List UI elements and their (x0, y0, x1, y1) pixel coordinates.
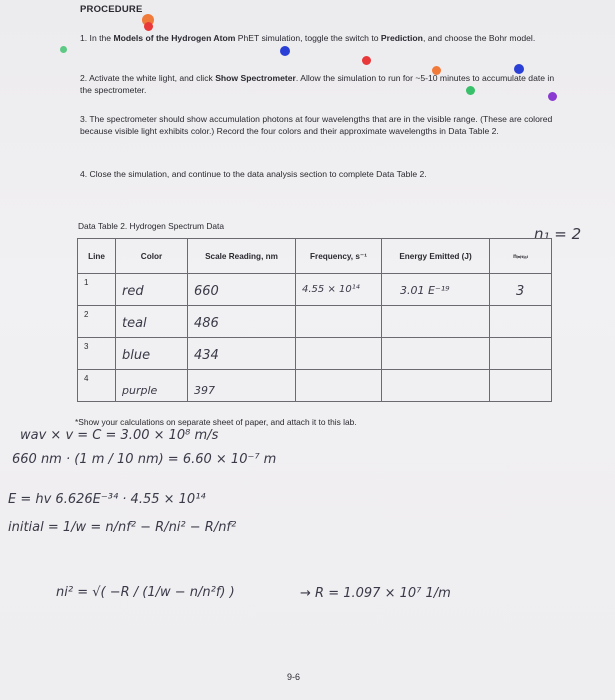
handwritten-line-5: initial = 1/w = n/nf² − R/ni² − R/nf² (8, 520, 237, 535)
handwritten-line-7: ni² = √( −R / (1/w − n/n²f) ) (56, 585, 235, 600)
reflection-dot-green-2 (60, 46, 67, 53)
scale-value: 486 (194, 316, 219, 331)
color-value: teal (122, 316, 147, 331)
procedure-heading: PROCEDURE (80, 4, 143, 15)
table-row (78, 370, 552, 402)
handwritten-line-1: wav × v = C = 3.00 × 10⁸ m/s (20, 428, 219, 443)
header-ninitial: nᵢₙᵢₜᵢₐₗ (490, 239, 552, 274)
nf-annotation: n₁ = 2 (534, 225, 582, 243)
step-2: 2. Activate the white light, and click Show Spectrometer. Allow the simulation to run for ~5-10 minutes to accumulate date in the spectrometer. (80, 73, 555, 95)
step-1: 1. In the Models of the Hydrogen Atom PhET simulation, toggle the switch to Prediction, and choose the Bohr model. (80, 33, 536, 43)
step-3: 3. The spectrometer should show accumulation photons at four wavelengths that are in the visible range. (These are colored because visible light exhibits color.) Record the four colors and their approximate wavelengths in Data Table 2. (80, 114, 553, 136)
color-value: red (122, 284, 144, 299)
frequency-value: 4.55 × 10¹⁴ (302, 284, 360, 295)
header-energy: Energy Emitted (J) (382, 239, 490, 274)
table-footnote: *Show your calculations on separate sheet of paper, and attach it to this lab. (75, 417, 357, 427)
color-value: blue (122, 348, 151, 363)
hydrogen-spectrum-table (77, 238, 552, 402)
header-frequency: Frequency, s⁻¹ (296, 239, 382, 274)
color-value: purple (122, 384, 158, 397)
header-scale: Scale Reading, nm (188, 239, 296, 274)
scale-value: 660 (194, 284, 219, 299)
line-number: 2 (84, 310, 89, 319)
ninitial-value: 3 (516, 284, 525, 299)
table-row (78, 306, 552, 338)
handwritten-line-2: 660 nm · (1 m / 10 nm) = 6.60 × 10⁻⁷ m (12, 452, 277, 467)
table-caption: Data Table 2. Hydrogen Spectrum Data (78, 221, 225, 231)
scale-value: 397 (194, 384, 215, 397)
reflection-dot-red (144, 22, 153, 31)
energy-value: 3.01 E⁻¹⁹ (400, 284, 450, 297)
scale-value: 434 (194, 348, 219, 363)
header-line: Line (78, 239, 116, 274)
table-row (78, 338, 552, 370)
line-number: 3 (84, 342, 89, 351)
handwritten-line-8: → R = 1.097 × 10⁷ 1/m (300, 586, 451, 601)
reflection-dot-red-2 (362, 56, 371, 65)
header-color: Color (116, 239, 188, 274)
handwritten-line-4: E = hv 6.626E⁻³⁴ · 4.55 × 10¹⁴ (8, 492, 206, 507)
table-row (78, 274, 552, 306)
line-number: 4 (84, 374, 89, 383)
step-4: 4. Close the simulation, and continue to the data analysis section to complete Data Table 2. (80, 169, 427, 179)
table-header-row (78, 239, 552, 274)
reflection-dot-blue (280, 46, 290, 56)
line-number: 1 (84, 278, 89, 287)
page-number: 9-6 (287, 672, 301, 682)
